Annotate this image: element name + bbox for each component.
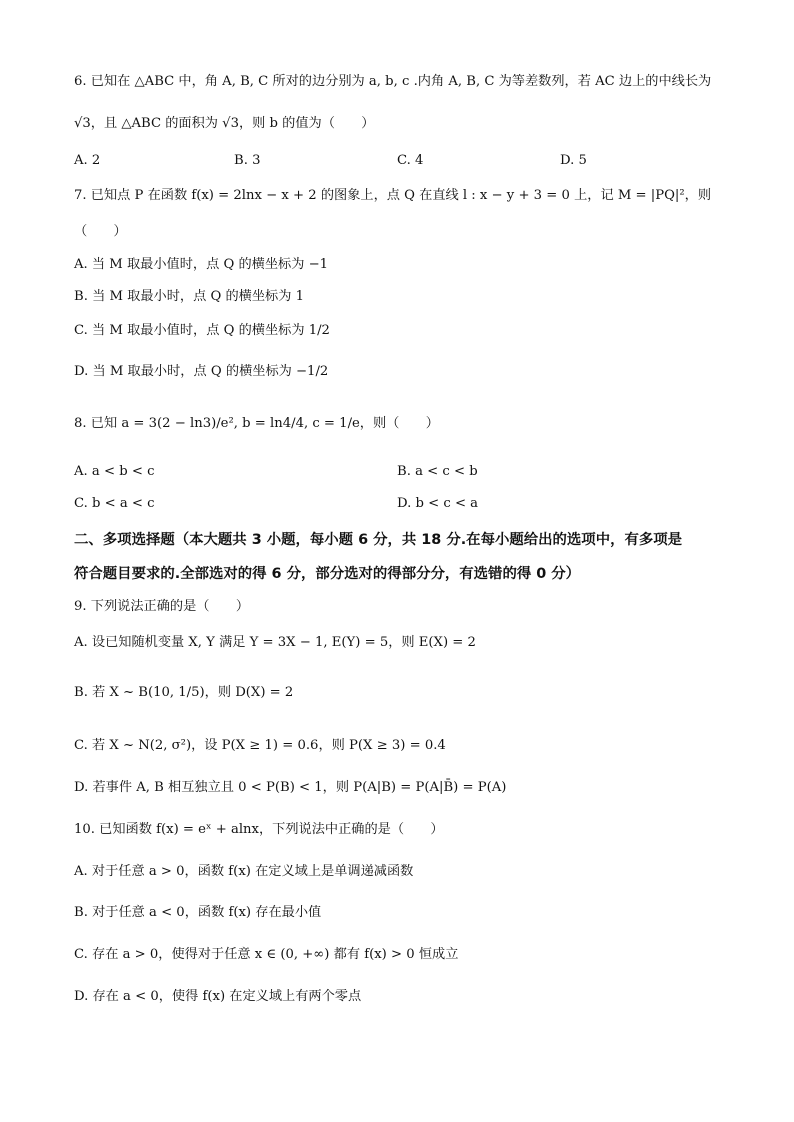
q9-option-c: C. 若 X ~ N(2, σ²)，设 P(X ≥ 1) = 0.6，则 P(X ≥ 3) = 0.4 bbox=[74, 738, 446, 753]
q8-option-a: A. a < b < c bbox=[74, 464, 155, 479]
q8-option-c: C. b < a < c bbox=[74, 496, 155, 511]
q6-option-a: A. 2 bbox=[74, 153, 101, 168]
q7-option-b: B. 当 M 取最小时，点 Q 的横坐标为 1 bbox=[74, 289, 304, 304]
q6-option-b: B. 3 bbox=[234, 153, 261, 168]
q8-option-d: D. b < c < a bbox=[397, 496, 479, 511]
q8-options-row2 bbox=[74, 494, 754, 514]
q7-option-d: D. 当 M 取最小时，点 Q 的横坐标为 −1/2 bbox=[74, 364, 329, 379]
q10-option-d: D. 存在 a < 0，使得 f(x) 在定义域上有两个零点 bbox=[74, 989, 362, 1004]
q6-options bbox=[74, 151, 754, 171]
q9-option-d: D. 若事件 A, B 相互独立且 0 < P(B) < 1，则 P(A|B) = P(A|B̄) = P(A) bbox=[74, 780, 507, 795]
q6-stem-line1: 6. 已知在 △ABC 中，角 A, B, C 所对的边分别为 a, b, c .内角 A, B, C 为等差数列，若 AC 边上的中线长为 bbox=[74, 74, 712, 89]
q7-option-a: A. 当 M 取最小值时，点 Q 的横坐标为 −1 bbox=[74, 257, 329, 272]
q10-stem: 10. 已知函数 f(x) = eˣ + alnx，下列说法中正确的是（ ） bbox=[74, 822, 444, 837]
q6-stem-line2: √3，且 △ABC 的面积为 √3，则 b 的值为（ ） bbox=[74, 116, 375, 131]
q10-option-b: B. 对于任意 a < 0，函数 f(x) 存在最小值 bbox=[74, 905, 322, 920]
q7-stem-line1: 7. 已知点 P 在函数 f(x) = 2lnx − x + 2 的图象上，点 Q 在直线 l : x − y + 3 = 0 上，记 M = |PQ|²，则 bbox=[74, 188, 712, 203]
section2-heading-line2: 符合题目要求的.全部选对的得 6 分，部分选对的得部分分，有选错的得 0 分） bbox=[74, 566, 581, 582]
q7-stem-line2: （ ） bbox=[74, 224, 127, 239]
q9-option-a: A. 设已知随机变量 X, Y 满足 Y = 3X − 1, E(Y) = 5，则 E(X) = 2 bbox=[74, 635, 476, 650]
q10-option-a: A. 对于任意 a > 0，函数 f(x) 在定义域上是单调递减函数 bbox=[74, 864, 414, 879]
section2-heading-line1: 二、多项选择题（本大题共 3 小题，每小题 6 分，共 18 分.在每小题给出的选项中，有多项是 bbox=[74, 532, 683, 548]
q9-option-b: B. 若 X ~ B(10, 1/5)，则 D(X) = 2 bbox=[74, 685, 294, 700]
q10-option-c: C. 存在 a > 0，使得对于任意 x ∈ (0, +∞) 都有 f(x) > 0 恒成立 bbox=[74, 947, 459, 962]
q8-stem: 8. 已知 a = 3(2 − ln3)/e², b = ln4/4, c = 1/e，则（ ） bbox=[74, 416, 439, 431]
q6-option-c: C. 4 bbox=[397, 153, 424, 168]
q7-option-c: C. 当 M 取最小值时，点 Q 的横坐标为 1/2 bbox=[74, 323, 330, 338]
q8-option-b: B. a < c < b bbox=[397, 464, 478, 479]
q9-stem: 9. 下列说法正确的是（ ） bbox=[74, 599, 250, 614]
q8-options-row1 bbox=[74, 462, 754, 482]
q6-option-d: D. 5 bbox=[560, 153, 587, 168]
